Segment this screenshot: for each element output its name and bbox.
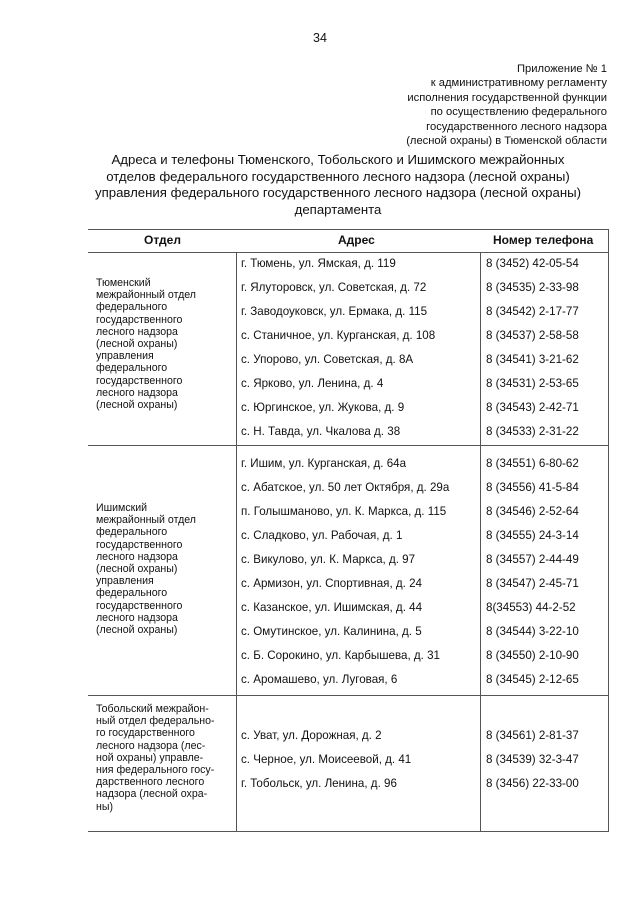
department-line: ны) bbox=[96, 800, 113, 813]
department-line: государственного bbox=[96, 374, 183, 387]
address-cell: с. Б. Сорокино, ул. Карбышева, д. 31 bbox=[241, 649, 440, 662]
department-line: (лесной охраны) bbox=[96, 338, 178, 351]
phone-cell: 8 (34551) 6-80-62 bbox=[486, 457, 579, 470]
department-line: го государственного bbox=[96, 727, 195, 740]
address-cell: с. Юргинское, ул. Жукова, д. 9 bbox=[241, 401, 405, 414]
offices-table bbox=[88, 229, 609, 832]
phone-cell: 8 (3456) 22-33-00 bbox=[486, 777, 579, 790]
appendix-line: (лесной охраны) в Тюменской области bbox=[406, 135, 607, 148]
phone-cell: 8 (34539) 32-3-47 bbox=[486, 753, 579, 766]
phone-cell: 8 (34531) 2-53-65 bbox=[486, 377, 579, 390]
phone-cell: 8 (34541) 3-21-62 bbox=[486, 353, 579, 366]
header-phone: Номер телефона bbox=[493, 233, 594, 247]
title-line: отделов федерального государственного лесного надзора (лесной охраны) bbox=[106, 168, 570, 184]
phone-cell: 8 (34545) 2-12-65 bbox=[486, 673, 579, 686]
department-line: межрайонный отдел bbox=[96, 289, 196, 302]
department-line: федерального bbox=[96, 587, 168, 600]
department-line: управления bbox=[96, 575, 154, 588]
department-line: Тобольский межрайон- bbox=[96, 703, 209, 715]
address-cell: с. Викулово, ул. К. Маркса, д. 97 bbox=[241, 553, 416, 566]
table-bottom-border bbox=[88, 831, 609, 832]
phone-cell: 8 (34557) 2-44-49 bbox=[486, 553, 579, 566]
address-cell: с. Черное, ул. Моисеевой, д. 41 bbox=[241, 753, 412, 766]
department-line: федерального bbox=[96, 526, 168, 539]
address-cell: с. Упорово, ул. Советская, д. 8А bbox=[241, 353, 414, 366]
phone-cell: 8 (34544) 3-22-10 bbox=[486, 625, 579, 638]
address-cell: г. Тюмень, ул. Ямская, д. 119 bbox=[241, 257, 396, 270]
phone-cell: 8 (34542) 2-17-77 bbox=[486, 305, 579, 318]
phone-cell: 8 (3452) 42-05-54 bbox=[486, 257, 579, 270]
appendix-line: Приложение № 1 bbox=[516, 63, 607, 75]
table-right-border bbox=[608, 229, 609, 832]
phone-cell: 8 (34546) 2-52-64 bbox=[486, 505, 579, 518]
address-cell: п. Голышманово, ул. К. Маркса, д. 115 bbox=[241, 505, 447, 518]
address-cell: г. Ишим, ул. Курганская, д. 64а bbox=[241, 457, 407, 470]
column-divider bbox=[480, 252, 481, 832]
address-cell: с. Казанское, ул. Ишимская, д. 44 bbox=[241, 601, 423, 614]
phone-cell: 8 (34535) 2-33-98 bbox=[486, 281, 579, 294]
address-cell: с. Сладково, ул. Рабочая, д. 1 bbox=[241, 529, 403, 542]
address-cell: с. Уват, ул. Дорожная, д. 2 bbox=[241, 729, 382, 742]
column-divider bbox=[236, 252, 237, 832]
department-cell bbox=[96, 277, 234, 411]
title-line: департамента bbox=[294, 201, 382, 217]
phone-cell: 8 (34555) 24-3-14 bbox=[486, 529, 579, 542]
title-line: Адреса и телефоны Тюменского, Тобольского и Ишимского межрайонных bbox=[111, 152, 565, 167]
department-line: государственного bbox=[96, 313, 183, 326]
department-line: Ишимский bbox=[96, 502, 148, 514]
group-separator bbox=[88, 445, 609, 446]
document-title bbox=[60, 152, 616, 218]
department-line: (лесной охраны) bbox=[96, 624, 178, 637]
department-line: (лесной охраны) bbox=[96, 399, 178, 412]
department-line: лесного надзора bbox=[96, 386, 178, 399]
phone-cell: 8 (34556) 41-5-84 bbox=[486, 481, 579, 494]
department-line: лесного надзора bbox=[96, 550, 178, 563]
appendix-line: государственного лесного надзора bbox=[426, 120, 607, 133]
department-line: управления bbox=[96, 350, 154, 363]
department-line: межрайонный отдел bbox=[96, 514, 196, 527]
address-cell: г. Заводоуковск, ул. Ермака, д. 115 bbox=[241, 305, 428, 318]
phone-cell: 8 (34533) 2-31-22 bbox=[486, 425, 579, 438]
department-line: лесного надзора bbox=[96, 611, 178, 624]
table-top-border bbox=[88, 229, 609, 230]
address-cell: с. Аромашево, ул. Луговая, 6 bbox=[241, 673, 398, 686]
department-line: ния федерального госу- bbox=[96, 764, 215, 777]
header-department: Отдел bbox=[144, 233, 181, 247]
address-cell: с. Армизон, ул. Спортивная, д. 24 bbox=[241, 577, 423, 590]
phone-cell: 8 (34537) 2-58-58 bbox=[486, 329, 579, 342]
department-line: федерального bbox=[96, 362, 168, 375]
address-cell: с. Абатское, ул. 50 лет Октября, д. 29а bbox=[241, 481, 450, 494]
header-bottom-border bbox=[88, 252, 609, 253]
phone-cell: 8 (34543) 2-42-71 bbox=[486, 401, 579, 414]
title-line: управления федерального государственного лесного надзора (лесной охраны) bbox=[95, 185, 581, 201]
page-number: 34 bbox=[313, 31, 327, 45]
address-cell: с. Станичное, ул. Курганская, д. 108 bbox=[241, 329, 436, 342]
appendix-line: по осуществлению федерального bbox=[430, 106, 607, 119]
department-line: Тюменский bbox=[96, 277, 151, 289]
address-cell: с. Ярково, ул. Ленина, д. 4 bbox=[241, 377, 384, 390]
appendix-line: исполнения государственной функции bbox=[407, 91, 607, 104]
appendix-line: к административному регламенту bbox=[430, 77, 607, 90]
department-line: государственного bbox=[96, 599, 183, 612]
department-cell bbox=[96, 703, 234, 813]
department-line: (лесной охраны) bbox=[96, 563, 178, 576]
department-cell bbox=[96, 502, 234, 636]
department-line: лесного надзора bbox=[96, 325, 178, 338]
address-cell: г. Тобольск, ул. Ленина, д. 96 bbox=[241, 777, 397, 790]
phone-cell: 8 (34550) 2-10-90 bbox=[486, 649, 579, 662]
department-line: дарственного лесного bbox=[96, 776, 205, 789]
phone-cell: 8 (34547) 2-45-71 bbox=[486, 577, 579, 590]
phone-cell: 8(34553) 44-2-52 bbox=[486, 601, 576, 614]
address-cell: с. Н. Тавда, ул. Чкалова д. 38 bbox=[241, 425, 401, 438]
department-line: государственного bbox=[96, 538, 183, 551]
department-line: ный отдел федерально- bbox=[96, 715, 215, 728]
address-cell: г. Ялуторовск, ул. Советская, д. 72 bbox=[241, 281, 427, 294]
group-separator bbox=[88, 695, 609, 696]
department-line: надзора (лесной охра- bbox=[96, 788, 208, 801]
department-line: ной охраны) управле- bbox=[96, 751, 204, 764]
department-line: федерального bbox=[96, 301, 168, 314]
department-line: лесного надзора (лес- bbox=[96, 739, 206, 752]
appendix-heading bbox=[307, 62, 607, 148]
header-address: Адрес bbox=[338, 233, 375, 247]
address-cell: с. Омутинское, ул. Калинина, д. 5 bbox=[241, 625, 422, 638]
phone-cell: 8 (34561) 2-81-37 bbox=[486, 729, 579, 742]
